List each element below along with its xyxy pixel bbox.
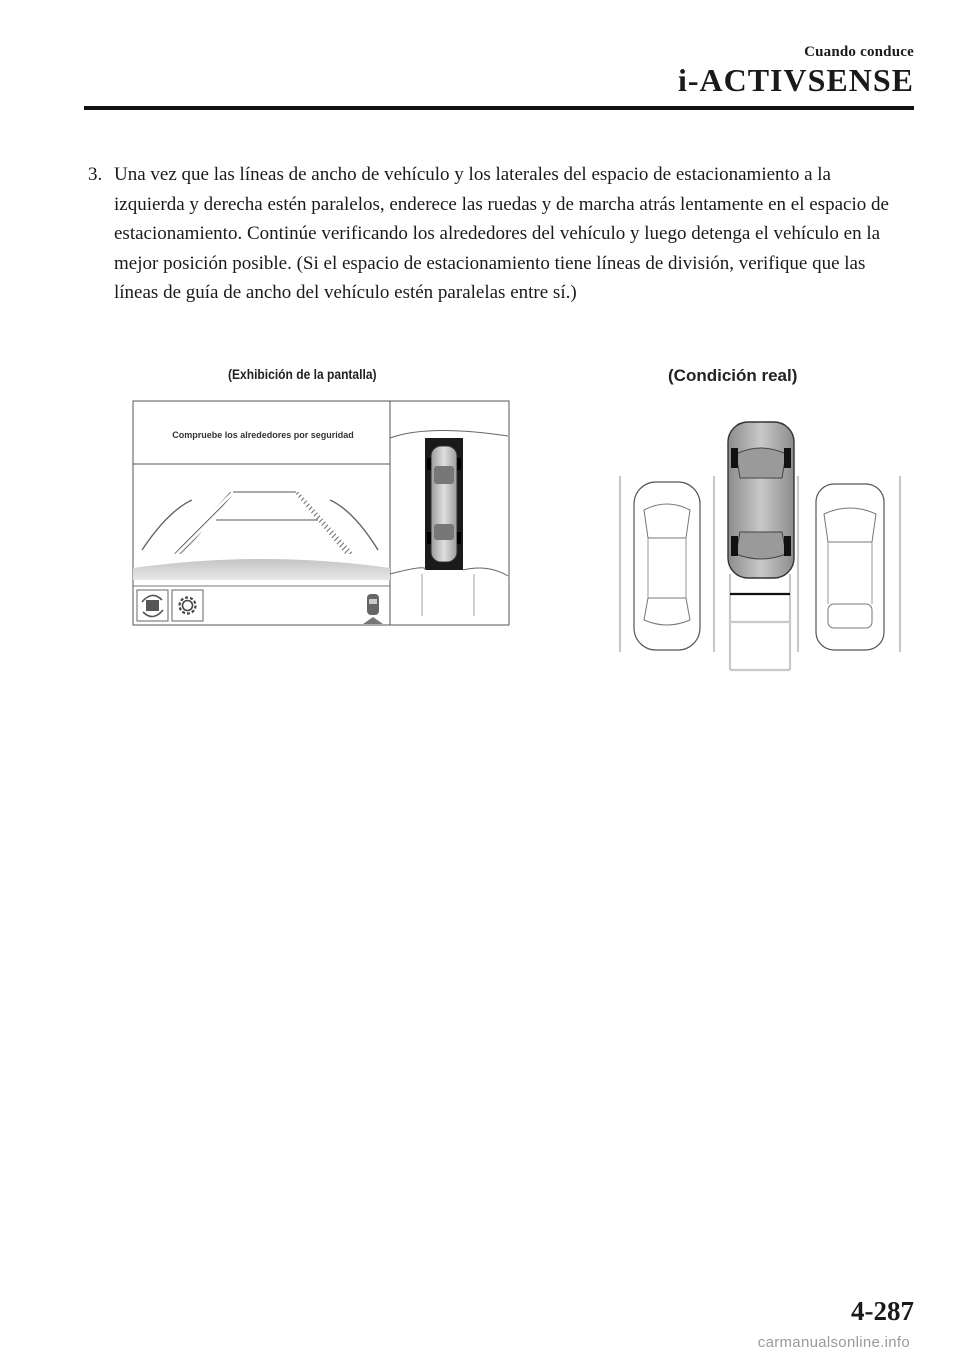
section-subtitle: Cuando conduce <box>804 44 914 60</box>
left-parked-car <box>634 482 700 650</box>
step-number: 3. <box>88 164 103 185</box>
real-figure-caption: (Condición real) <box>668 366 798 385</box>
step-paragraph <box>88 160 898 308</box>
step-text: Una vez que las líneas de ancho de vehículo y los laterales del espacio de estacionamiento a la izquierda y derecha estén paralelos, enderece las ruedas y de marcha atrás lentamente en el espacio de estacionamiento. Continúe verificando los alrededores del vehículo y luego detenga el vehículo en la mejor posición posible. (Si el espacio de estacionamiento tiene líneas de división, verifique que las líneas de guía de ancho del vehículo estén paralelas entre sí.) <box>114 164 889 303</box>
watermark-link[interactable]: carmanualsonline.info <box>757 1334 910 1351</box>
right-parked-car <box>816 484 884 650</box>
page-number: 4-287 <box>851 1296 914 1326</box>
gear-icon[interactable] <box>172 590 203 621</box>
screen-message: Compruebe los alrededores por seguridad <box>172 430 354 440</box>
real-condition-figure <box>612 414 918 672</box>
screen-display-figure <box>128 396 514 630</box>
camera-switch-icon[interactable] <box>137 590 168 621</box>
screen-figure-caption: (Exhibición de la pantalla) <box>228 366 377 382</box>
reversing-car <box>728 422 794 578</box>
header-rule <box>84 106 914 110</box>
section-title: i-ACTIVSENSE <box>677 62 914 98</box>
